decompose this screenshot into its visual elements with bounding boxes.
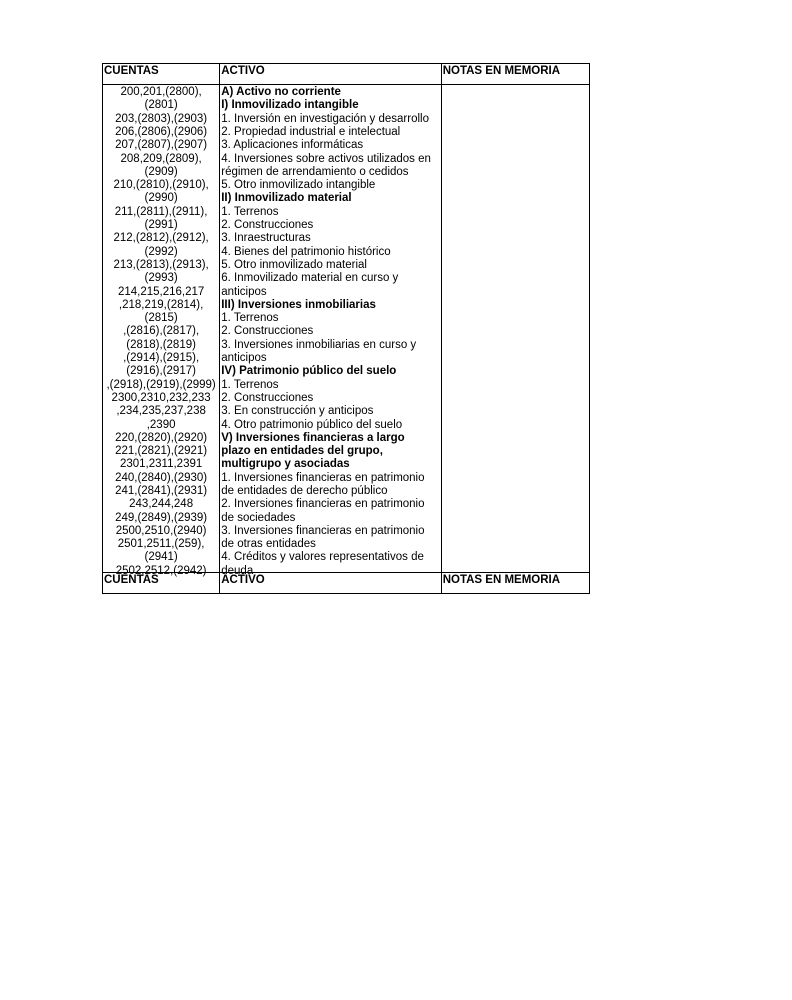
activo-line: 2. Construcciones [221,219,314,232]
activo-section-heading: IV) Patrimonio público del suelo [221,365,397,378]
cuentas-line: 214,215,216,217 [117,285,205,298]
header-notas-cell[interactable] [441,64,589,85]
activo-line: 4. Bienes del patrimonio histórico [221,245,391,258]
activo-line: 3. Inversiones inmobiliarias en curso y [221,338,417,351]
cuentas-line: ,2390 [146,418,176,431]
cuentas-line: (2941) [144,551,178,564]
activo-line: 1. Terrenos [221,378,279,391]
activo-line: 4. Inversiones sobre activos utilizados en [221,152,431,165]
header-row [103,64,590,85]
activo-line: régimen de arrendamiento o cedidos [221,165,409,178]
footer-activo-cell[interactable] [220,572,441,593]
cuentas-line: 207,(2807),(2907) [115,139,208,152]
header-cuentas: CUENTAS [104,65,159,77]
cuentas-line: (2993) [144,272,178,285]
header-activo-cell[interactable] [220,64,441,85]
cuentas-line: ,218,219,(2814), [118,298,204,311]
cuentas-line: 211,(2811),(2911), [114,205,208,218]
cuentas-line: ,234,235,237,238 [116,405,206,418]
notas-cell[interactable] [441,85,589,573]
footer-activo: ACTIVO [221,573,265,586]
balance-sheet-table [102,63,590,594]
cuentas-line: 2300,2310,232,233 [111,391,211,404]
cuentas-line: 2500,2510,(2940) [115,524,207,537]
activo-section-heading: II) Inmovilizado material [221,192,352,205]
cuentas-line: 213,(2813),(2913), [113,258,209,271]
notas-value [442,85,589,570]
activo-section-heading: III) Inversiones inmobiliarias [221,298,376,311]
cuentas-line: (2818),(2819) [126,338,196,351]
activo-line: anticipos [221,285,267,298]
table-row [103,85,590,573]
footer-notas: NOTAS EN MEMORIA [442,573,561,586]
activo-list [220,85,440,577]
cuentas-cell[interactable] [103,85,220,577]
cuentas-line: 206,(2806),(2906) [115,125,208,138]
activo-line: 1. Inversión en investigación y desarrollo [221,112,429,125]
cuentas-line: (2801) [144,99,178,112]
cuentas-line: 203,(2803),(2903) [115,112,208,125]
cuentas-line: 2502,2512,(2942) [115,564,207,577]
activo-line: 1. Terrenos [221,312,279,325]
cuentas-list [103,85,219,577]
activo-line: 5. Otro inmovilizado intangible [221,179,376,192]
cuentas-line: ,(2918),(2919),(2999) [106,378,216,391]
cuentas-line: 241,(2841),(2931) [115,484,208,497]
activo-line: 4. Créditos y valores representativos de [221,551,424,564]
cuentas-line: 240,(2840),(2930) [115,471,208,484]
header-notas: NOTAS EN MEMORIA [442,65,561,77]
activo-line: 3. Aplicaciones informáticas [221,139,364,152]
cuentas-line: 221,(2821),(2921) [115,445,208,458]
activo-line: 1. Inversiones financieras en patrimonio [221,471,425,484]
activo-line: 3. Inraestructuras [221,232,311,245]
cuentas-line: (2909) [144,165,178,178]
activo-line: 2. Propiedad industrial e intelectual [221,125,401,138]
cuentas-line: 208,209,(2809), [120,152,202,165]
activo-line: 2. Construcciones [221,391,314,404]
cuentas-line: 210,(2810),(2910), [113,179,209,192]
cuentas-line: (2992) [144,245,178,258]
activo-section-heading: multigrupo y asociadas [221,458,350,471]
activo-line: anticipos [221,352,267,365]
activo-line: 1. Terrenos [221,205,279,218]
cuentas-line: (2990) [144,192,178,205]
activo-line: 5. Otro inmovilizado material [221,258,367,271]
activo-line: 3. Inversiones financieras en patrimonio [221,524,425,537]
activo-section-heading: I) Inmovilizado intangible [221,99,359,112]
cuentas-line: ,(2914),(2915), [123,352,200,365]
cuentas-line: 2301,2311,2391 [119,458,203,471]
activo-line: de entidades de derecho público [221,484,388,497]
activo-line: 3. En construcción y anticipos [221,405,374,418]
activo-line: 4. Otro patrimonio público del suelo [221,418,403,431]
footer-cuentas: CUENTAS [104,573,159,586]
cuentas-line: (2991) [144,219,178,232]
activo-section-heading: A) Activo no corriente [221,86,341,99]
activo-line: de sociedades [221,511,296,524]
activo-line: de otras entidades [221,538,316,551]
activo-line: 6. Inmovilizado material en curso y [221,272,399,285]
cuentas-line: ,(2816),(2817), [123,325,200,338]
activo-line: deuda [221,564,254,577]
cuentas-line: 220,(2820),(2920) [115,431,208,444]
activo-cell[interactable] [220,85,441,577]
header-activo: ACTIVO [221,65,265,77]
cuentas-line: 200,201,(2800), [120,86,202,99]
header-cuentas-cell[interactable] [103,64,220,85]
cuentas-line: 2501,2511,(259), [117,538,205,551]
cuentas-line: 212,(2812),(2912), [113,232,209,245]
cuentas-line: 243,244,248 [129,498,194,511]
activo-section-heading: V) Inversiones financieras a largo [221,431,405,444]
cuentas-line: (2916),(2917) [126,365,196,378]
cuentas-line: (2815) [144,312,178,325]
footer-notas-cell[interactable] [441,572,589,593]
activo-line: 2. Inversiones financieras en patrimonio [221,498,425,511]
activo-section-heading: plazo en entidades del grupo, [221,445,383,458]
cuentas-line: 249,(2849),(2939) [115,511,208,524]
activo-line: 2. Construcciones [221,325,314,338]
